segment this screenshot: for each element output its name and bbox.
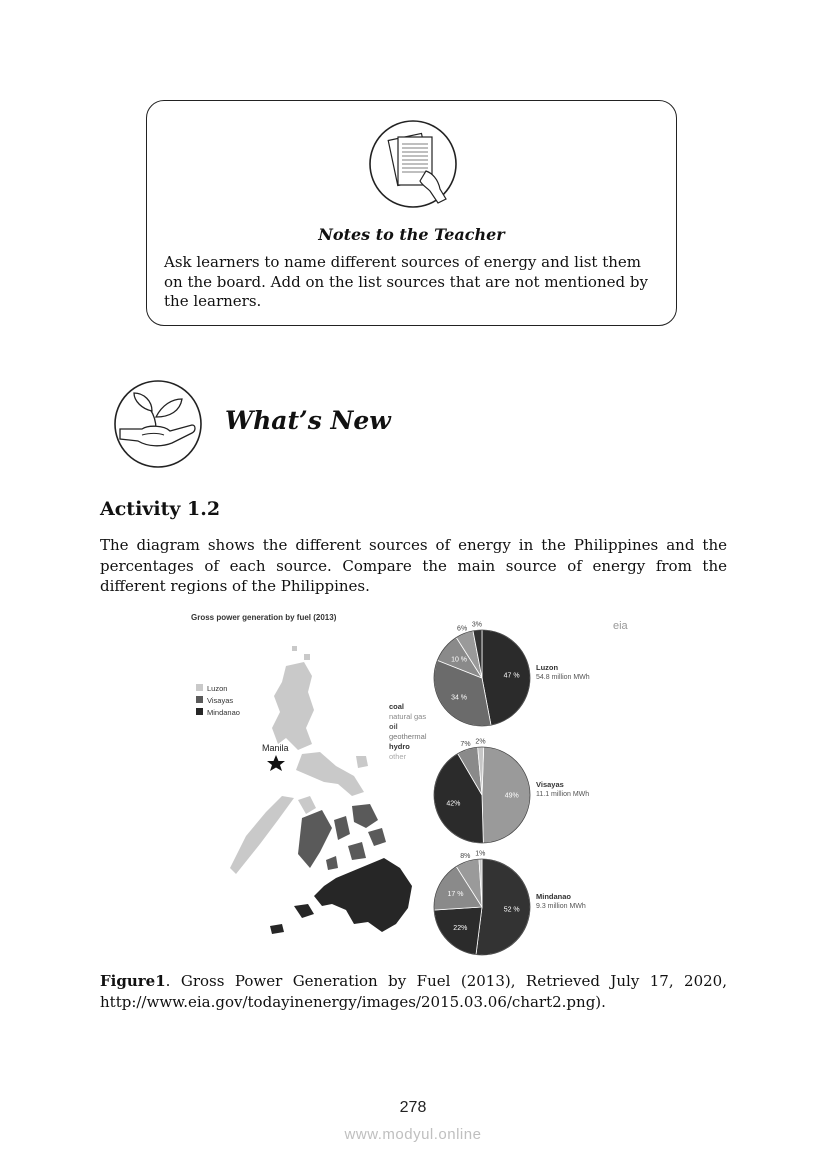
pie-luzon-subtitle: 54.8 million MWh bbox=[536, 674, 590, 681]
pie-visayas-label-coal: 42% bbox=[446, 800, 461, 808]
region-legend bbox=[196, 684, 240, 717]
fuel-legend-coal: coal bbox=[389, 702, 405, 711]
activity-description: The diagram shows the different sources of energy in the Philippines and the percentages of each source. Compare the main source of energy from the different regions of the Philippines. bbox=[100, 536, 727, 595]
pie-luzon-title: Luzon bbox=[536, 663, 559, 672]
legend-mindanao: Mindanao bbox=[207, 708, 240, 717]
manila-star-icon bbox=[267, 755, 285, 771]
pie-luzon-label-geothermal: 6% bbox=[457, 625, 468, 633]
map-visayas bbox=[298, 804, 386, 870]
caption-label: Figure1 bbox=[100, 972, 166, 990]
fuel-legend-geothermal: geothermal bbox=[389, 732, 427, 741]
page-number: 278 bbox=[399, 1099, 427, 1116]
notes-body: Ask learners to name different sources of energy and list them on the board. Add on the list sources that are not mentioned by the learners. bbox=[164, 253, 648, 310]
legend-swatch-visayas bbox=[196, 696, 203, 703]
section-title-whats-new: What’s New bbox=[225, 406, 391, 435]
fuel-legend-oil: oil bbox=[389, 722, 398, 731]
manila-label: Manila bbox=[262, 743, 289, 753]
notes-title: Notes to the Teacher bbox=[318, 225, 505, 244]
activity-title: Activity 1.2 bbox=[100, 498, 221, 520]
philippines-map bbox=[230, 646, 412, 934]
fuel-legend bbox=[389, 702, 427, 761]
energy-figure bbox=[186, 606, 640, 961]
pie-visayas-label-other: 2% bbox=[475, 738, 486, 746]
fuel-legend-natural-gas: natural gas bbox=[389, 712, 427, 721]
pie-visayas-title: Visayas bbox=[536, 780, 564, 789]
map-mindanao bbox=[270, 858, 412, 934]
fuel-legend-hydro: hydro bbox=[389, 742, 410, 751]
figure-title: Gross power generation by fuel (2013) bbox=[191, 613, 337, 622]
watermark: www.modyul.online bbox=[344, 1126, 482, 1143]
legend-luzon: Luzon bbox=[207, 684, 228, 693]
pie-mindanao-label-oil: 17 % bbox=[447, 890, 464, 898]
pie-mindanao-label-coal: 22% bbox=[453, 924, 468, 932]
pie-luzon-label-oil: 10 % bbox=[451, 656, 468, 664]
legend-visayas: Visayas bbox=[207, 696, 234, 705]
pie-mindanao-label-other: 1% bbox=[475, 850, 486, 858]
pie-mindanao-label-geothermal: 8% bbox=[460, 853, 471, 861]
pie-mindanao-subtitle: 9.3 million MWh bbox=[536, 903, 586, 910]
pie-luzon-label-natural_gas: 34 % bbox=[451, 694, 468, 702]
pie-visayas-subtitle: 11.1 million MWh bbox=[536, 791, 590, 798]
pie-mindanao-label-hydro: 52 % bbox=[503, 906, 520, 914]
legend-swatch-mindanao bbox=[196, 708, 203, 715]
legend-swatch-luzon bbox=[196, 684, 203, 691]
caption-text: . Gross Power Generation by Fuel (2013), Retrieved July 17, 2020, http://www.eia.gov/todayinenergy/images/2015.03.06/chart2.png). bbox=[100, 972, 727, 1011]
pie-charts bbox=[434, 622, 590, 955]
eia-logo: eia bbox=[613, 620, 628, 632]
map-luzon bbox=[230, 646, 368, 874]
pie-luzon-label-hydro: 3% bbox=[471, 621, 482, 629]
papers-in-hand-icon bbox=[368, 119, 458, 209]
pie-mindanao-title: Mindanao bbox=[536, 892, 571, 901]
pie-luzon-label-coal: 47 % bbox=[503, 672, 520, 680]
pie-visayas-label-geothermal: 49% bbox=[504, 792, 519, 800]
pie-visayas-label-oil: 7% bbox=[460, 741, 471, 749]
notes-to-teacher-box bbox=[146, 100, 677, 326]
fuel-legend-other: other bbox=[389, 752, 407, 761]
figure-caption bbox=[100, 971, 727, 1012]
seedling-in-hand-icon bbox=[112, 379, 204, 469]
